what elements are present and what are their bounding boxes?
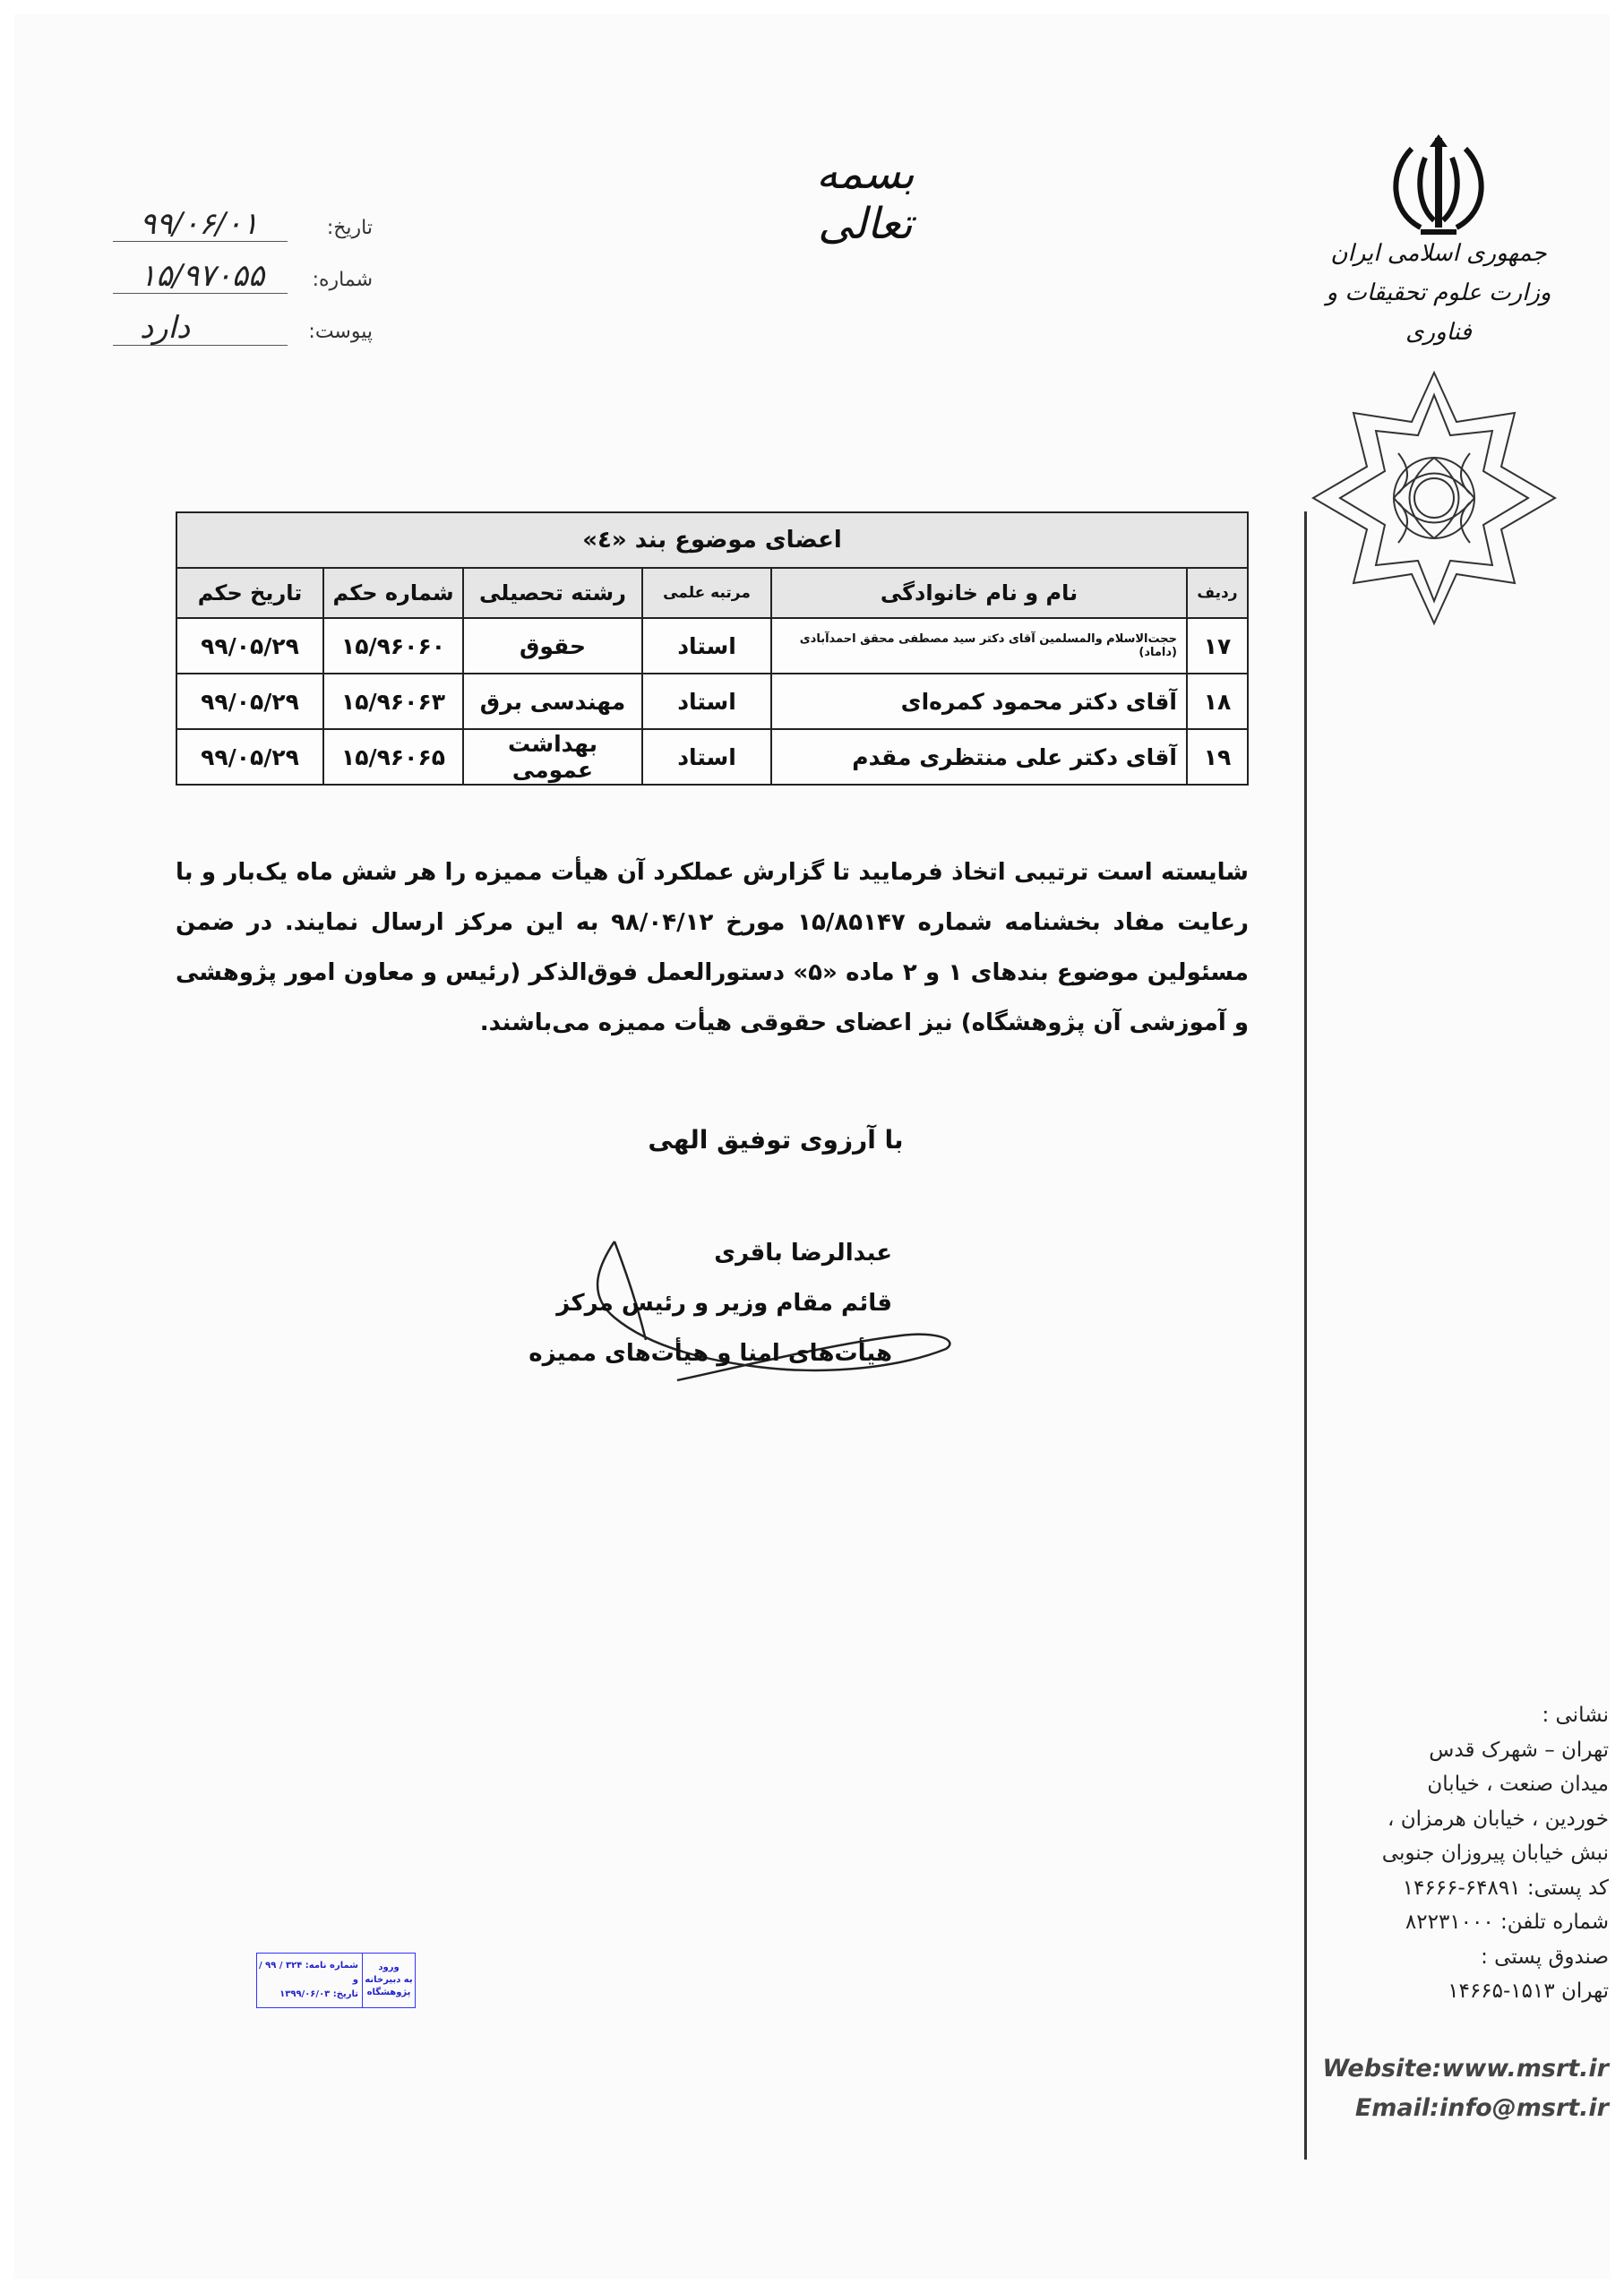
header-decree-number: شماره حکم [323, 568, 463, 618]
header-row-number: ردیف [1187, 568, 1248, 618]
received-stamp [256, 1953, 416, 2008]
stamp-received-line-3: پژوهشگاه [366, 1988, 411, 1997]
number-label: شماره: [312, 269, 373, 291]
stamp-cell-received [362, 1954, 415, 2007]
ministry-line-1: جمهوری اسلامی ایران [1330, 240, 1547, 267]
table-row [176, 618, 1248, 674]
cell-decree-date: ۹۹/۰۵/۲۹ [176, 618, 323, 674]
stamp-received-line-1: ورود [378, 1962, 400, 1972]
cell-decree-number: ۱۵/۹۶۰۶۳ [323, 674, 463, 729]
attachment-row [104, 310, 373, 351]
stamp-date: تاریخ: ۱۳۹۹/۰۶/۰۳ [279, 1989, 358, 1999]
stamp-letter-number: شماره نامه: ۳۲۴ / ۹۹ / و [259, 1961, 358, 1985]
address-line-1: تهران – شهرک قدس [1429, 1738, 1609, 1762]
cell-row-number: ۱۹ [1187, 729, 1248, 785]
signature-block [507, 1228, 892, 1378]
ornament-icon [1309, 368, 1560, 628]
attachment-value: دارد [140, 310, 191, 346]
address-line-2: میدان صنعت ، خیابان [1427, 1773, 1609, 1796]
number-value: ۱۵/۹۷۰۵۵ [140, 258, 265, 294]
table-title-row [176, 512, 1248, 568]
phone-number: شماره تلفن: ۸۲۲۳۱۰۰۰ [1405, 1911, 1609, 1934]
cell-field: بهداشت عمومی [463, 729, 642, 785]
po-box: تهران ۱۵۱۳-۱۴۶۶۵ [1448, 1980, 1609, 2003]
table-row [176, 674, 1248, 729]
header-rank: مرتبه علمی [642, 568, 771, 618]
contact-links [1295, 2049, 1609, 2128]
ministry-name [1304, 234, 1573, 352]
letter-page [14, 14, 1610, 2279]
stamp-cell-details [257, 1954, 362, 2007]
cell-decree-date: ۹۹/۰۵/۲۹ [176, 729, 323, 785]
signatory-name: عبدالرضا باقری [714, 1240, 892, 1267]
margin-rule [1304, 511, 1307, 2160]
date-row [104, 206, 373, 247]
cell-field: حقوق [463, 618, 642, 674]
cell-row-number: ۱۷ [1187, 618, 1248, 674]
cell-name: آقای دکتر محمود کمره‌ای [771, 674, 1187, 729]
header-decree-date: تاریخ حکم [176, 568, 323, 618]
stamp-received-line-2: به دبیرخانه [365, 1975, 413, 1985]
ministry-line-2: وزارت علوم تحقیقات و فناوری [1326, 279, 1551, 346]
header-name: نام و نام خانوادگی [771, 568, 1187, 618]
address-line-4: نبش خیابان پیروزان جنوبی [1381, 1842, 1609, 1865]
table-header-row [176, 568, 1248, 618]
cell-name: آقای دکتر علی منتظری مقدم [771, 729, 1187, 785]
cell-field: مهندسی برق [463, 674, 642, 729]
date-value: ۹۹/۰۶/۰۱ [140, 206, 259, 242]
website-link[interactable]: Website:www.msrt.ir [1322, 2055, 1609, 2083]
cell-rank: استاد [642, 618, 771, 674]
address-block [1322, 1698, 1609, 2009]
table-title: اعضای موضوع بند «٤» [176, 512, 1248, 568]
cell-row-number: ۱۸ [1187, 674, 1248, 729]
cell-decree-date: ۹۹/۰۵/۲۹ [176, 674, 323, 729]
cell-decree-number: ۱۵/۹۶۰۶۵ [323, 729, 463, 785]
date-label: تاریخ: [326, 217, 373, 239]
attachment-label: پیوست: [308, 321, 373, 343]
email-link[interactable]: Email:info@msrt.ir [1354, 2094, 1609, 2122]
signatory-title-2: هیأت‌های امنا و هیأت‌های ممیزه [528, 1340, 892, 1367]
cell-rank: استاد [642, 729, 771, 785]
body-paragraph: شایسته است ترتیبی اتخاذ فرمایید تا گزارش عملکرد آن هیأت ممیزه را هر شش ماه یک‌بار و با رعایت مفاد بخشنامه شماره ۱۵/۸۵۱۴۷ مورخ ۹۸/۰۴/۱۲ به این مرکز ارسال نمایند. در ضمن مسئولین موضوع بندهای ۱ و ۲ ماده «۵» دستورالعمل فوق‌الذکر (رئیس و معاون امور پژوهشی و آموزشی آن پژوهشگاه) نیز اعضای حقوقی هیأت ممیزه می‌باشند. [176, 859, 1249, 1036]
table-row [176, 729, 1248, 785]
cell-name: حجت‌الاسلام والمسلمین آقای دکتر سید مصطفی محقق احمدآبادی (داماد) [771, 618, 1187, 674]
postal-code: کد پستی: ۶۴۸۹۱-۱۴۶۶۶ [1402, 1876, 1609, 1900]
po-box-label: صندوق پستی : [1481, 1945, 1609, 1969]
header-field: رشته تحصیلی [463, 568, 642, 618]
signatory-title-1: قائم مقام وزیر و رئیس مرکز [556, 1290, 892, 1317]
cell-rank: استاد [642, 674, 771, 729]
members-table [176, 511, 1249, 786]
address-line-3: خوردین ، خیابان هرمزان ، [1387, 1807, 1609, 1831]
number-row [104, 258, 373, 299]
cell-decree-number: ۱۵/۹۶۰۶۰ [323, 618, 463, 674]
bismillah-heading: بسمه تعالی [816, 149, 915, 249]
emblem-icon [1385, 131, 1492, 247]
closing-line: با آرزوی توفیق الهی [648, 1125, 904, 1155]
address-label: نشانی : [1542, 1704, 1609, 1727]
